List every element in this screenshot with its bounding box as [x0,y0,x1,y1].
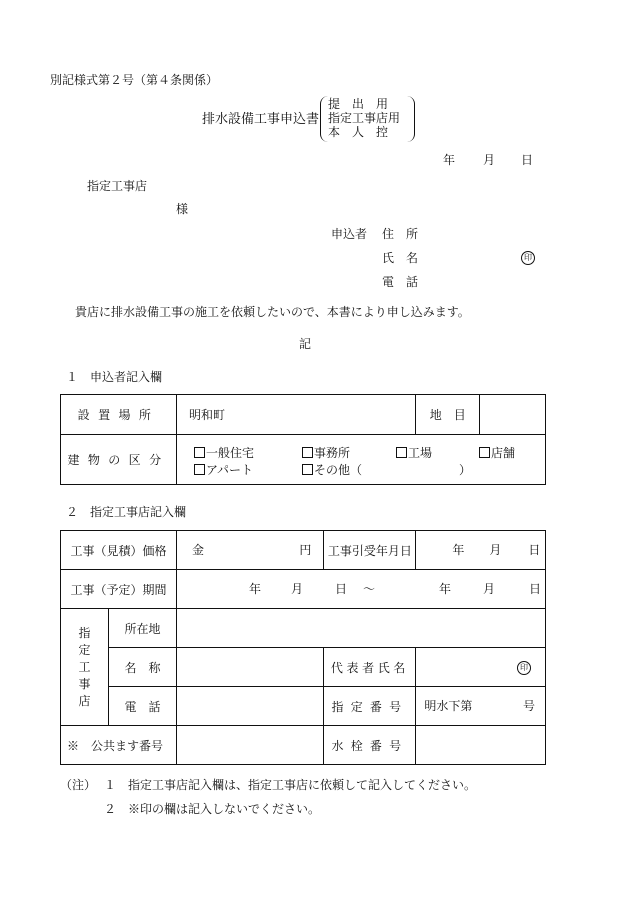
option-office[interactable]: 事務所 [302,444,350,461]
contractor-name-value[interactable] [176,648,324,687]
option-apartment[interactable]: アパート [194,461,253,478]
option-other[interactable]: その他（ [302,461,362,478]
building-type-options [176,435,545,485]
yen-prefix: 金 [191,543,204,557]
contractor-phone-label: 電 話 [108,687,176,726]
contractor-table [60,530,546,765]
price-label: 工事（見積）価格 [61,531,177,570]
section1-title: １ 申込者記入欄 [66,370,163,384]
contractor-address-value[interactable] [176,609,545,648]
ki-heading: 記 [299,337,312,351]
land-category-value[interactable] [480,395,546,435]
designation-label: 指定番号 [324,687,416,726]
table-row [61,395,546,435]
checkbox-icon [479,447,490,458]
form-number: 別記様式第２号（第４条関係） [50,73,219,87]
designation-value[interactable] [416,687,546,726]
checkbox-icon [396,447,407,458]
received-date-value[interactable]: 年 月 日 [416,531,546,570]
contractor-name-label: 名 称 [108,648,176,687]
option-other-close: ） [458,463,471,477]
copy-personal: 本 人 控 [328,125,389,139]
period-label: 工事（予定）期間 [61,570,177,609]
checkbox-icon [194,464,205,475]
land-category-label: 地 目 [416,395,480,435]
date-day: 日 [521,153,534,167]
table-row [61,435,546,485]
applicant-phone-label: 電 話 [382,275,419,289]
table-row [61,648,546,687]
request-statement: 貴店に排水設備工事の施工を依頼したいので、本書により申し込みます。 [75,305,470,319]
option-house[interactable]: 一般住宅 [194,444,254,461]
copy-contractor: 指定工事店用 [328,111,401,125]
designation-prefix: 明水下第 [424,699,473,713]
checkbox-icon [302,464,313,475]
copy-submission: 提 出 用 [328,97,389,111]
public-basin-label: ※ 公共ます番号 [61,726,177,765]
checkbox-icon [302,447,313,458]
checkbox-icon [194,447,205,458]
table-row [61,726,546,765]
contractor-address-label: 所在地 [108,609,176,648]
price-value[interactable] [176,531,324,570]
contractor-vertical-label: 指 定 工 事 店 [61,609,109,726]
designation-suffix: 号 [522,699,535,713]
contractor-phone-value[interactable] [176,687,324,726]
applicant-seal [521,250,535,265]
seal-icon: 印 [521,251,535,265]
meter-number-value[interactable] [416,726,546,765]
table-row [61,609,546,648]
location-label: 設置場所 [61,395,177,435]
applicant-address-label: 住 所 [382,227,419,241]
received-date-label: 工事引受年月日 [324,531,416,570]
applicant-label: 申込者 [331,227,368,241]
table-row [61,531,546,570]
section2-title: ２ 指定工事店記入欄 [66,505,187,519]
note-item: １ 指定工事店記入欄は、指定工事店に依頼して記入してください。 [104,778,477,792]
applicant-table [60,394,546,485]
representative-value[interactable] [416,648,546,687]
honorific: 様 [176,202,189,216]
addressee: 指定工事店 [87,179,148,193]
meter-number-label: 水栓番号 [324,726,416,765]
document-title: 排水設備工事申込書 [202,112,320,127]
note-item: ２ ※印の欄は記入しないでください。 [104,802,321,816]
copies-list [328,97,400,139]
seal-icon: 印 [517,661,531,675]
period-value[interactable]: 年 月 日 ～ 年 月 日 [176,570,545,609]
notes-label: （注） [60,778,97,792]
period-tilde: ～ [362,582,375,596]
date-month: 月 [483,153,496,167]
table-row [61,687,546,726]
option-shop[interactable]: 店舗 [479,444,515,461]
building-type-label: 建物の区分 [61,435,177,485]
date-year: 年 [443,153,456,167]
yen-suffix: 円 [299,543,312,557]
option-factory[interactable]: 工場 [396,444,432,461]
table-row [61,570,546,609]
location-value[interactable]: 明和町 [176,395,415,435]
applicant-name-label: 氏 名 [382,251,419,265]
public-basin-value[interactable] [176,726,324,765]
representative-label: 代表者氏名 [324,648,416,687]
